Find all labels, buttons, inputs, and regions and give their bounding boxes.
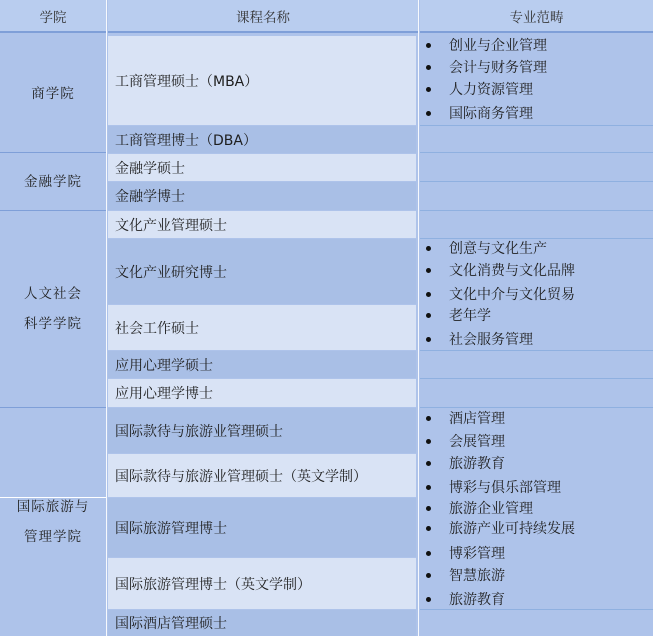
- course-row: 文化产业管理硕士: [108, 211, 416, 238]
- school-business: 商学院: [31, 86, 75, 102]
- bullet-icon: [426, 337, 431, 342]
- course-row: 社会工作硕士: [108, 305, 416, 350]
- major-item: 创意与文化生产: [424, 237, 547, 259]
- course-row: 金融学硕士: [108, 154, 416, 181]
- row-divider: [420, 238, 653, 239]
- school-finance: 金融学院: [24, 173, 82, 190]
- bullet-icon: [426, 526, 431, 531]
- major-item: 酒店管理: [424, 407, 505, 429]
- row-divider: [0, 152, 106, 153]
- school-humanities: 人文社会 科学学院: [24, 286, 82, 332]
- bullet-icon: [426, 485, 431, 490]
- major-item: 人力资源管理: [424, 78, 533, 100]
- course-row: 工商管理硕士（MBA）: [108, 36, 416, 125]
- major-item: 社会服务管理: [424, 328, 533, 350]
- bullet-icon: [426, 111, 431, 116]
- major-item: 文化中介与文化贸易: [424, 283, 575, 305]
- major-item: 博彩与俱乐部管理: [424, 476, 561, 498]
- major-item: 创业与企业管理: [424, 34, 547, 56]
- bullet-icon: [426, 439, 431, 444]
- course-row: 应用心理学博士: [108, 379, 416, 407]
- bullet-icon: [426, 292, 431, 297]
- row-divider: [420, 125, 653, 126]
- major-item: 智慧旅游: [424, 564, 505, 586]
- bullet-icon: [426, 313, 431, 318]
- row-divider: [420, 181, 653, 182]
- course-row: 文化产业研究博士: [108, 239, 416, 304]
- row-divider: [0, 407, 106, 408]
- major-item: 旅游教育: [424, 452, 505, 474]
- major-item: 会计与财务管理: [424, 56, 547, 78]
- course-row: 国际款待与旅游业管理硕士: [108, 408, 416, 453]
- row-divider: [420, 378, 653, 379]
- course-row: 国际酒店管理硕士: [108, 610, 416, 636]
- row-divider: [420, 407, 653, 408]
- bullet-icon: [426, 461, 431, 466]
- major-item: 旅游教育: [424, 588, 505, 610]
- course-row: 工商管理博士（DBA）: [108, 126, 416, 153]
- course-row: 金融学博士: [108, 182, 416, 210]
- row-divider: [420, 609, 653, 610]
- column-divider: [106, 0, 107, 636]
- course-row: 应用心理学硕士: [108, 351, 416, 378]
- bullet-icon: [426, 65, 431, 70]
- major-item: 文化消费与文化品牌: [424, 259, 575, 281]
- header-major: 专业范畴: [420, 0, 653, 33]
- major-item: 旅游产业可持续发展: [424, 517, 575, 539]
- course-row: 国际旅游管理博士（英文学制）: [108, 558, 416, 609]
- row-divider: [420, 210, 653, 211]
- row-divider: [0, 497, 106, 498]
- column-divider: [418, 0, 419, 636]
- row-divider: [0, 210, 106, 211]
- row-divider: [420, 152, 653, 153]
- course-row: 国际款待与旅游业管理硕士（英文学制）: [108, 454, 416, 497]
- row-divider: [420, 350, 653, 351]
- bullet-icon: [426, 246, 431, 251]
- major-item: 博彩管理: [424, 542, 505, 564]
- bullet-icon: [426, 87, 431, 92]
- bullet-icon: [426, 597, 431, 602]
- major-item: 会展管理: [424, 430, 505, 452]
- bullet-icon: [426, 416, 431, 421]
- header-course: 课程名称: [108, 0, 418, 33]
- bullet-icon: [426, 551, 431, 556]
- header-school: 学院: [0, 0, 106, 33]
- major-item: 老年学: [424, 304, 491, 326]
- major-item: 旅游企业管理: [424, 497, 533, 519]
- bullet-icon: [426, 506, 431, 511]
- course-row: 国际旅游管理博士: [108, 498, 416, 557]
- bullet-icon: [426, 573, 431, 578]
- bullet-icon: [426, 268, 431, 273]
- bullet-icon: [426, 43, 431, 48]
- school-tourism: 国际旅游与 管理学院: [16, 499, 90, 545]
- major-item: 国际商务管理: [424, 102, 533, 124]
